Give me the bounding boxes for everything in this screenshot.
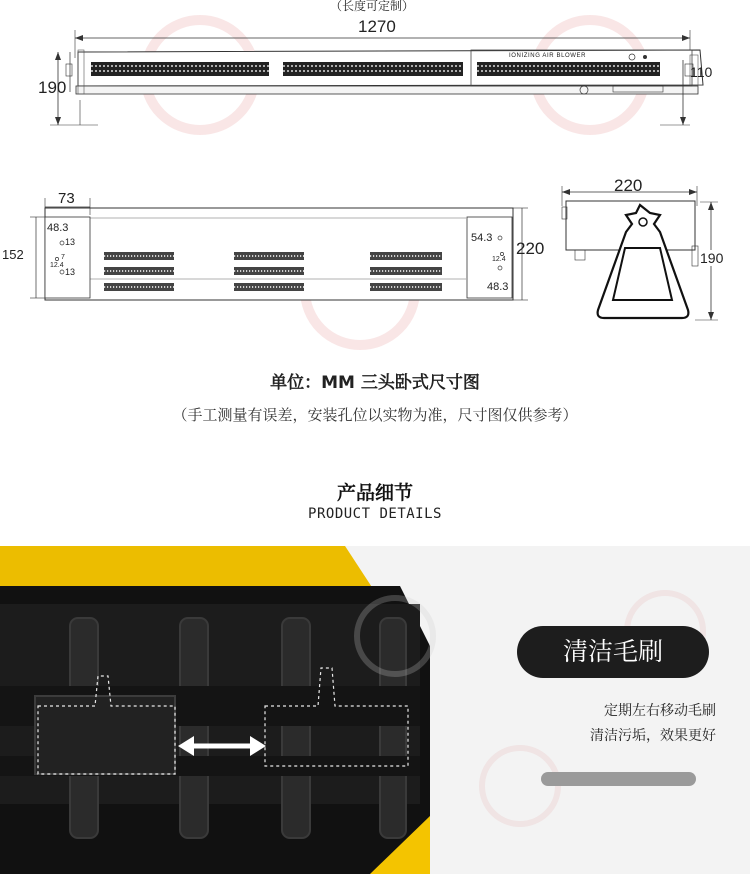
- panel-title: IONIZING AIR BLOWER: [509, 53, 587, 59]
- vent-group-3: [477, 62, 660, 76]
- front-height-left: 152: [2, 247, 24, 262]
- side-width-dim: 220: [614, 176, 643, 195]
- left-label-3: 7: [61, 254, 65, 261]
- drawing-caption: 单位：MM 三头卧式尺寸图: [270, 373, 480, 393]
- measurement-note: （手工测量有误差，安装孔位以实物为准，尺寸图仅供参考）: [172, 406, 578, 424]
- left-label-1: 48.3: [47, 222, 69, 234]
- section-subtitle: PRODUCT DETAILS: [308, 506, 442, 522]
- vent-group-2: [283, 62, 463, 76]
- brush-desc-line1: 定期左右移动毛刷: [604, 703, 716, 719]
- front-height-right: 220: [516, 239, 545, 258]
- brush-desc-line2: 清洁污垢，效果更好: [590, 728, 716, 744]
- side-width-dimension: 73: [58, 190, 75, 207]
- depth-dimension: 110: [690, 64, 713, 80]
- length-dimension: 1270: [358, 17, 396, 36]
- side-height-dim: 190: [700, 250, 724, 266]
- right-label-3: 48.3: [487, 281, 509, 293]
- length-customizable-note: （长度可定制）: [330, 0, 415, 13]
- height-dimension: 190: [38, 78, 67, 97]
- decorative-bar: [541, 772, 696, 786]
- right-label-1: 54.3: [471, 232, 493, 244]
- left-label-2: 13: [65, 237, 76, 247]
- brush-label-pill: 清洁毛刷: [517, 626, 709, 678]
- right-label-2: 12.4: [492, 256, 506, 263]
- left-label-5: 13: [65, 267, 76, 277]
- vent-group-1: [91, 62, 269, 76]
- section-title: 产品细节: [336, 482, 413, 504]
- left-label-4: 12.4: [50, 262, 64, 269]
